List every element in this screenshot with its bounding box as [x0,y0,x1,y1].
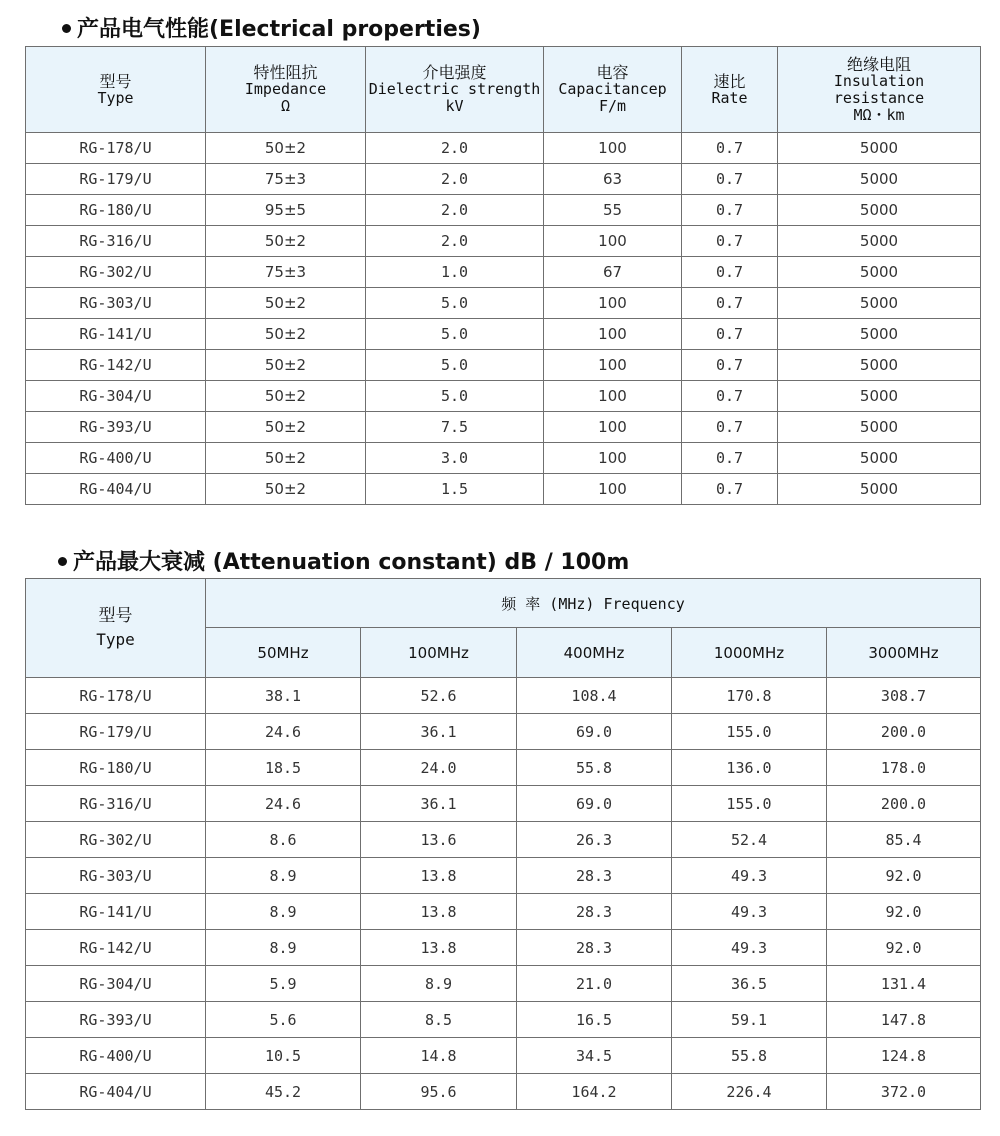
table-cell: 59.1 [672,1002,827,1038]
table-cell: 95±5 [206,195,366,226]
table-cell: 24.0 [361,750,517,786]
table-cell: 155.0 [672,786,827,822]
table-row [26,474,981,505]
table-cell: 100 [544,412,682,443]
attenuation-title [58,545,629,576]
table-cell: 8.9 [206,858,361,894]
table-cell: 50±2 [206,381,366,412]
table-cell: 108.4 [517,678,672,714]
table-row [26,288,981,319]
table-row [26,319,981,350]
cell-type: RG-178/U [26,133,206,164]
table-cell: 0.7 [682,133,778,164]
table-cell: 38.1 [206,678,361,714]
table-row [26,164,981,195]
cell-type: RG-302/U [26,257,206,288]
header-cn: 电容 [596,63,629,82]
table-cell: 50±2 [206,319,366,350]
header-cn: 特性阻抗 [253,63,318,82]
table-cell: 28.3 [517,858,672,894]
table-cell: 45.2 [206,1074,361,1110]
table-cell: 5000 [778,412,981,443]
table-cell: 92.0 [827,930,981,966]
cell-type: RG-404/U [26,474,206,505]
table-cell: 13.6 [361,822,517,858]
table-cell: 36.1 [361,786,517,822]
table-cell: 2.0 [366,226,544,257]
table-cell: 63 [544,164,682,195]
table-cell: 69.0 [517,786,672,822]
cell-type: RG-393/U [26,1002,206,1038]
table-cell: 49.3 [672,930,827,966]
table-cell: 92.0 [827,858,981,894]
cell-type: RG-316/U [26,226,206,257]
header-freq-1000: 1000MHz [672,628,827,678]
table-cell: 95.6 [361,1074,517,1110]
table-cell: 50±2 [206,133,366,164]
header-en: Insulation resistance [833,71,925,107]
header-capacitance [544,47,682,133]
table-cell: 5000 [778,319,981,350]
table-cell: 5.6 [206,1002,361,1038]
table-cell: 0.7 [682,257,778,288]
table-cell: 308.7 [827,678,981,714]
table-row [26,894,981,930]
table-cell: 5000 [778,133,981,164]
table-header-row [26,47,981,133]
table-cell: 5000 [778,443,981,474]
cell-type: RG-141/U [26,894,206,930]
cell-type: RG-400/U [26,1038,206,1074]
table-cell: 100 [544,474,682,505]
table-cell: 92.0 [827,894,981,930]
table-cell: 3.0 [366,443,544,474]
cell-type: RG-304/U [26,381,206,412]
table-cell: 2.0 [366,133,544,164]
table-row [26,858,981,894]
table-row [26,1074,981,1110]
table-cell: 100 [544,350,682,381]
table-cell: 75±3 [206,257,366,288]
table-cell: 13.8 [361,894,517,930]
table-cell: 100 [544,319,682,350]
table-row [26,1038,981,1074]
table-header-row [26,579,981,628]
electrical-properties-table [25,46,981,505]
table-cell: 200.0 [827,786,981,822]
header-type [26,47,206,133]
cell-type: RG-180/U [26,195,206,226]
table-cell: 5000 [778,288,981,319]
table-cell: 100 [544,443,682,474]
cell-type: RG-302/U [26,822,206,858]
table-row [26,443,981,474]
header-en: Rate [711,88,748,107]
cell-type: RG-404/U [26,1074,206,1110]
table-cell: 5.0 [366,381,544,412]
cell-type: RG-400/U [26,443,206,474]
table-cell: 67 [544,257,682,288]
table-cell: 0.7 [682,195,778,226]
table-cell: 50±2 [206,350,366,381]
header-en: Type [97,88,134,107]
cell-type: RG-303/U [26,288,206,319]
table-cell: 75±3 [206,164,366,195]
table-row [26,930,981,966]
table-cell: 28.3 [517,930,672,966]
table-cell: 0.7 [682,164,778,195]
table-cell: 8.9 [206,930,361,966]
table-row [26,1002,981,1038]
header-cn: 介电强度 [422,63,487,82]
table-cell: 100 [544,133,682,164]
table-cell: 50±2 [206,412,366,443]
table-cell: 164.2 [517,1074,672,1110]
table-row [26,195,981,226]
table-cell: 0.7 [682,226,778,257]
table-cell: 52.4 [672,822,827,858]
table-cell: 13.8 [361,930,517,966]
table-cell: 5000 [778,350,981,381]
table-cell: 2.0 [366,164,544,195]
cell-type: RG-393/U [26,412,206,443]
table-cell: 24.6 [206,714,361,750]
table-row [26,257,981,288]
table-row [26,822,981,858]
table-cell: 5.0 [366,350,544,381]
table-cell: 155.0 [672,714,827,750]
cell-type: RG-179/U [26,714,206,750]
header-en: Type [96,630,135,649]
table-cell: 8.6 [206,822,361,858]
table-cell: 5.9 [206,966,361,1002]
table-cell: 10.5 [206,1038,361,1074]
cell-type: RG-179/U [26,164,206,195]
table-cell: 36.1 [361,714,517,750]
table-cell: 14.8 [361,1038,517,1074]
table-cell: 49.3 [672,858,827,894]
cell-type: RG-178/U [26,678,206,714]
table-cell: 50±2 [206,443,366,474]
table-cell: 5000 [778,257,981,288]
table-cell: 0.7 [682,319,778,350]
table-cell: 0.7 [682,474,778,505]
table-cell: 50±2 [206,288,366,319]
table-row [26,226,981,257]
table-cell: 50±2 [206,226,366,257]
table-cell: 34.5 [517,1038,672,1074]
table-cell: 0.7 [682,412,778,443]
table-cell: 7.5 [366,412,544,443]
bullet-icon [62,24,71,33]
table-cell: 147.8 [827,1002,981,1038]
table-row [26,750,981,786]
table-cell: 49.3 [672,894,827,930]
header-unit: F/m [598,97,627,115]
cell-type: RG-141/U [26,319,206,350]
table-cell: 200.0 [827,714,981,750]
cell-type: RG-303/U [26,858,206,894]
table-cell: 2.0 [366,195,544,226]
header-unit: Ω [280,97,291,115]
header-en: Capacitancep [558,80,667,98]
header-cn: 速比 [713,71,746,91]
table-row [26,133,981,164]
header-rate [682,47,778,133]
table-cell: 36.5 [672,966,827,1002]
header-freq-100: 100MHz [361,628,517,678]
header-cn: 绝缘电阻 [846,54,911,74]
cell-type: RG-316/U [26,786,206,822]
table-row [26,412,981,443]
header-frequency: 频 率 (MHz) Frequency [206,579,981,628]
table-cell: 100 [544,226,682,257]
table-cell: 1.0 [366,257,544,288]
table-cell: 372.0 [827,1074,981,1110]
table-row [26,714,981,750]
table-row [26,678,981,714]
table-cell: 136.0 [672,750,827,786]
header-type [26,579,206,678]
table-cell: 55.8 [672,1038,827,1074]
table-cell: 13.8 [361,858,517,894]
table-cell: 55 [544,195,682,226]
table-cell: 0.7 [682,443,778,474]
header-en: Dielectric strength [368,80,541,98]
bullet-icon [58,557,67,566]
header-freq-50: 50MHz [206,628,361,678]
table-cell: 50±2 [206,474,366,505]
cell-type: RG-304/U [26,966,206,1002]
table-cell: 5000 [778,226,981,257]
table-cell: 178.0 [827,750,981,786]
table-cell: 5000 [778,164,981,195]
table-row [26,381,981,412]
cell-type: RG-142/U [26,350,206,381]
table-cell: 85.4 [827,822,981,858]
table-cell: 5000 [778,195,981,226]
table-cell: 28.3 [517,894,672,930]
table-cell: 16.5 [517,1002,672,1038]
table-cell: 0.7 [682,381,778,412]
header-en: Impedance [244,80,327,98]
cell-type: RG-142/U [26,930,206,966]
header-unit: MΩ・km [853,105,905,124]
table-cell: 24.6 [206,786,361,822]
cell-type: RG-180/U [26,750,206,786]
table-cell: 0.7 [682,288,778,319]
table-row [26,350,981,381]
table-cell: 5.0 [366,319,544,350]
table-cell: 8.9 [206,894,361,930]
table-cell: 100 [544,288,682,319]
attenuation-title-text: 产品最大衰减 (Attenuation constant) dB / 100m [73,550,630,575]
table-cell: 226.4 [672,1074,827,1110]
table-cell: 69.0 [517,714,672,750]
table-cell: 5000 [778,381,981,412]
table-cell: 55.8 [517,750,672,786]
table-cell: 18.5 [206,750,361,786]
header-cn: 型号 [98,606,133,626]
header-unit: kV [445,97,464,115]
table-cell: 131.4 [827,966,981,1002]
header-impedance [206,47,366,133]
header-freq-3000: 3000MHz [827,628,981,678]
table-cell: 8.5 [361,1002,517,1038]
electrical-properties-title [62,12,481,43]
table-cell: 170.8 [672,678,827,714]
table-row [26,966,981,1002]
electrical-properties-title-text: 产品电气性能(Electrical properties) [77,17,481,42]
table-cell: 21.0 [517,966,672,1002]
table-row [26,786,981,822]
header-freq-400: 400MHz [517,628,672,678]
header-insulation-resistance [778,47,981,133]
header-cn: 型号 [99,71,132,91]
table-cell: 1.5 [366,474,544,505]
table-cell: 26.3 [517,822,672,858]
table-cell: 8.9 [361,966,517,1002]
table-cell: 52.6 [361,678,517,714]
table-cell: 0.7 [682,350,778,381]
attenuation-table [25,578,981,1110]
table-cell: 5.0 [366,288,544,319]
table-cell: 100 [544,381,682,412]
header-dielectric-strength [366,47,544,133]
table-cell: 124.8 [827,1038,981,1074]
table-cell: 5000 [778,474,981,505]
